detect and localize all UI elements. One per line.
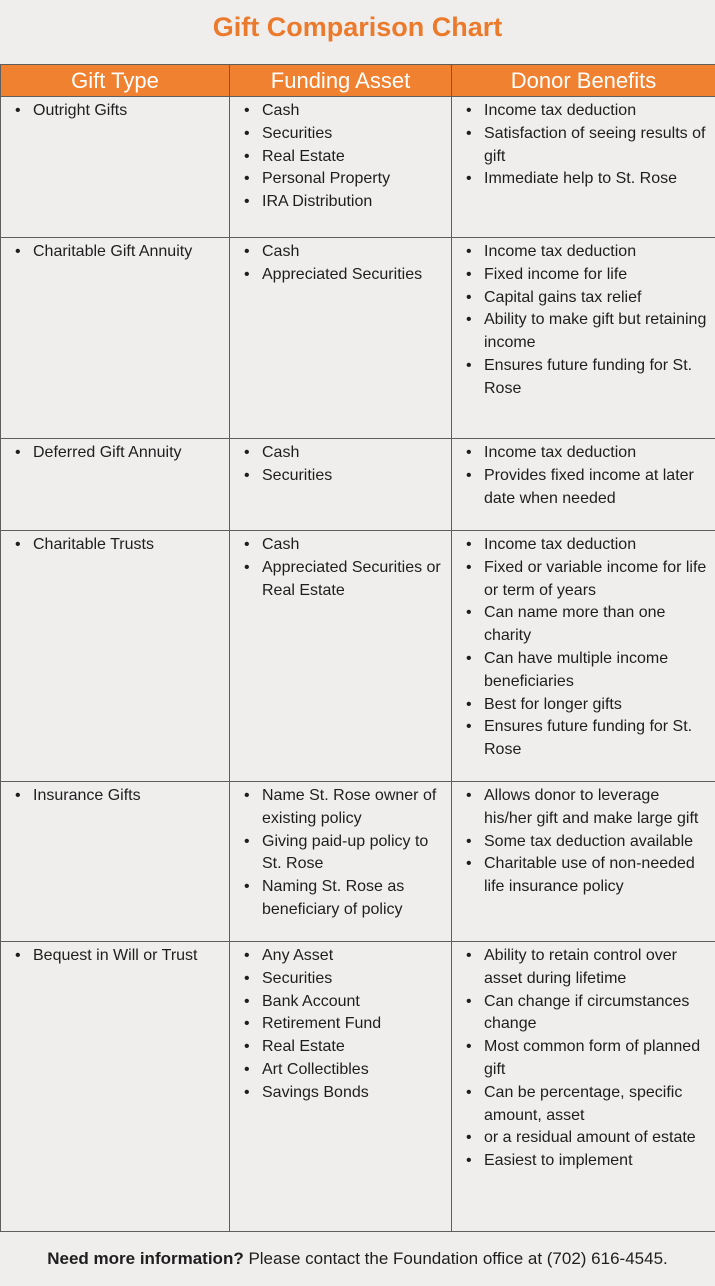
funding-asset-item: • Cash <box>244 442 445 465</box>
donor-benefit-item: • Immediate help to St. Rose <box>466 168 709 191</box>
donor-benefits-cell <box>452 439 715 531</box>
donor-benefits-cell <box>452 531 715 782</box>
donor-benefit-item: • Can have multiple income beneficiaries <box>466 648 709 694</box>
gift-type-label: • Charitable Trusts <box>15 534 223 557</box>
funding-asset-item: • Savings Bonds <box>244 1082 445 1105</box>
funding-asset-item: • Art Collectibles <box>244 1059 445 1082</box>
funding-asset-item: • Securities <box>244 465 445 488</box>
funding-asset-item: • Any Asset <box>244 945 445 968</box>
gift-type-cell <box>1 782 230 942</box>
gift-type-cell <box>1 439 230 531</box>
header-funding-asset: Funding Asset <box>230 65 452 97</box>
funding-asset-item: • IRA Distribution <box>244 191 445 214</box>
gift-type-list <box>15 534 223 557</box>
funding-asset-cell <box>230 942 452 1232</box>
header-gift-type: Gift Type <box>1 65 230 97</box>
donor-benefit-item: • Income tax deduction <box>466 534 709 557</box>
funding-asset-item: • Real Estate <box>244 146 445 169</box>
gift-type-label: • Bequest in Will or Trust <box>15 945 223 968</box>
donor-benefit-item: • Fixed or variable income for life or term of years <box>466 557 709 603</box>
gift-type-list <box>15 945 223 968</box>
funding-asset-list <box>244 945 445 1105</box>
table-row <box>1 439 715 531</box>
donor-benefit-list <box>466 241 709 401</box>
footer-lead: Need more information? <box>47 1249 244 1268</box>
donor-benefit-item: • Charitable use of non-needed life insurance policy <box>466 853 709 899</box>
funding-asset-list <box>244 785 445 922</box>
footer-text: Please contact the Foundation office at (702) 616-4545. <box>243 1249 668 1268</box>
funding-asset-cell <box>230 782 452 942</box>
donor-benefit-list <box>466 534 709 762</box>
donor-benefit-item: • Ensures future funding for St. Rose <box>466 716 709 762</box>
table-row <box>1 942 715 1232</box>
donor-benefit-item: • Income tax deduction <box>466 100 709 123</box>
donor-benefit-item: • Income tax deduction <box>466 241 709 264</box>
table-row <box>1 531 715 782</box>
donor-benefits-cell <box>452 782 715 942</box>
donor-benefits-cell <box>452 97 715 238</box>
funding-asset-item: • Cash <box>244 241 445 264</box>
table-row <box>1 782 715 942</box>
donor-benefit-item: • Allows donor to leverage his/her gift and make large gift <box>466 785 709 831</box>
funding-asset-cell <box>230 531 452 782</box>
funding-asset-list <box>244 534 445 602</box>
gift-type-label: • Deferred Gift Annuity <box>15 442 223 465</box>
funding-asset-cell <box>230 97 452 238</box>
gift-type-label: • Outright Gifts <box>15 100 223 123</box>
donor-benefit-item: • Satisfaction of seeing results of gift <box>466 123 709 169</box>
funding-asset-cell <box>230 439 452 531</box>
funding-asset-item: • Bank Account <box>244 991 445 1014</box>
table-row <box>1 97 715 238</box>
funding-asset-list <box>244 442 445 488</box>
donor-benefit-item: • Ability to make gift but retaining income <box>466 309 709 355</box>
funding-asset-item: • Securities <box>244 123 445 146</box>
donor-benefit-list <box>466 785 709 899</box>
donor-benefit-item: • or a residual amount of estate <box>466 1127 709 1150</box>
donor-benefit-item: • Can change if circumstances change <box>466 991 709 1037</box>
donor-benefit-item: • Best for longer gifts <box>466 694 709 717</box>
gift-type-list <box>15 100 223 123</box>
donor-benefit-item: • Most common form of planned gift <box>466 1036 709 1082</box>
donor-benefits-cell <box>452 238 715 439</box>
funding-asset-item: • Giving paid-up policy to St. Rose <box>244 831 445 877</box>
funding-asset-item: • Appreciated Securities <box>244 264 445 287</box>
gift-comparison-table <box>0 64 715 1232</box>
header-row <box>1 65 715 97</box>
contact-footer <box>0 1249 715 1269</box>
donor-benefit-item: • Easiest to implement <box>466 1150 709 1173</box>
funding-asset-item: • Cash <box>244 534 445 557</box>
donor-benefit-item: • Income tax deduction <box>466 442 709 465</box>
gift-type-list <box>15 442 223 465</box>
funding-asset-item: • Name St. Rose owner of existing policy <box>244 785 445 831</box>
page-title: Gift Comparison Chart <box>212 12 503 42</box>
gift-type-label: • Charitable Gift Annuity <box>15 241 223 264</box>
funding-asset-list <box>244 241 445 287</box>
gift-type-cell <box>1 238 230 439</box>
funding-asset-item: • Cash <box>244 100 445 123</box>
funding-asset-item: • Securities <box>244 968 445 991</box>
funding-asset-item: • Retirement Fund <box>244 1013 445 1036</box>
gift-type-list <box>15 785 223 808</box>
funding-asset-item: • Naming St. Rose as beneficiary of policy <box>244 876 445 922</box>
donor-benefit-list <box>466 100 709 191</box>
donor-benefit-item: • Ability to retain control over asset during lifetime <box>466 945 709 991</box>
table-row <box>1 238 715 439</box>
funding-asset-item: • Personal Property <box>244 168 445 191</box>
donor-benefit-item: • Some tax deduction available <box>466 831 709 854</box>
funding-asset-cell <box>230 238 452 439</box>
gift-type-list <box>15 241 223 264</box>
donor-benefit-item: • Can be percentage, specific amount, asset <box>466 1082 709 1128</box>
funding-asset-item: • Appreciated Securities or Real Estate <box>244 557 445 603</box>
gift-type-label: • Insurance Gifts <box>15 785 223 808</box>
gift-type-cell <box>1 97 230 238</box>
gift-type-cell <box>1 942 230 1232</box>
gift-type-cell <box>1 531 230 782</box>
donor-benefit-item: • Provides fixed income at later date when needed <box>466 465 709 511</box>
funding-asset-item: • Real Estate <box>244 1036 445 1059</box>
funding-asset-list <box>244 100 445 214</box>
donor-benefit-item: • Can name more than one charity <box>466 602 709 648</box>
donor-benefit-item: • Ensures future funding for St. Rose <box>466 355 709 401</box>
header-donor-benefits: Donor Benefits <box>452 65 715 97</box>
donor-benefit-list <box>466 442 709 510</box>
donor-benefit-item: • Capital gains tax relief <box>466 287 709 310</box>
donor-benefit-list <box>466 945 709 1173</box>
donor-benefits-cell <box>452 942 715 1232</box>
donor-benefit-item: • Fixed income for life <box>466 264 709 287</box>
